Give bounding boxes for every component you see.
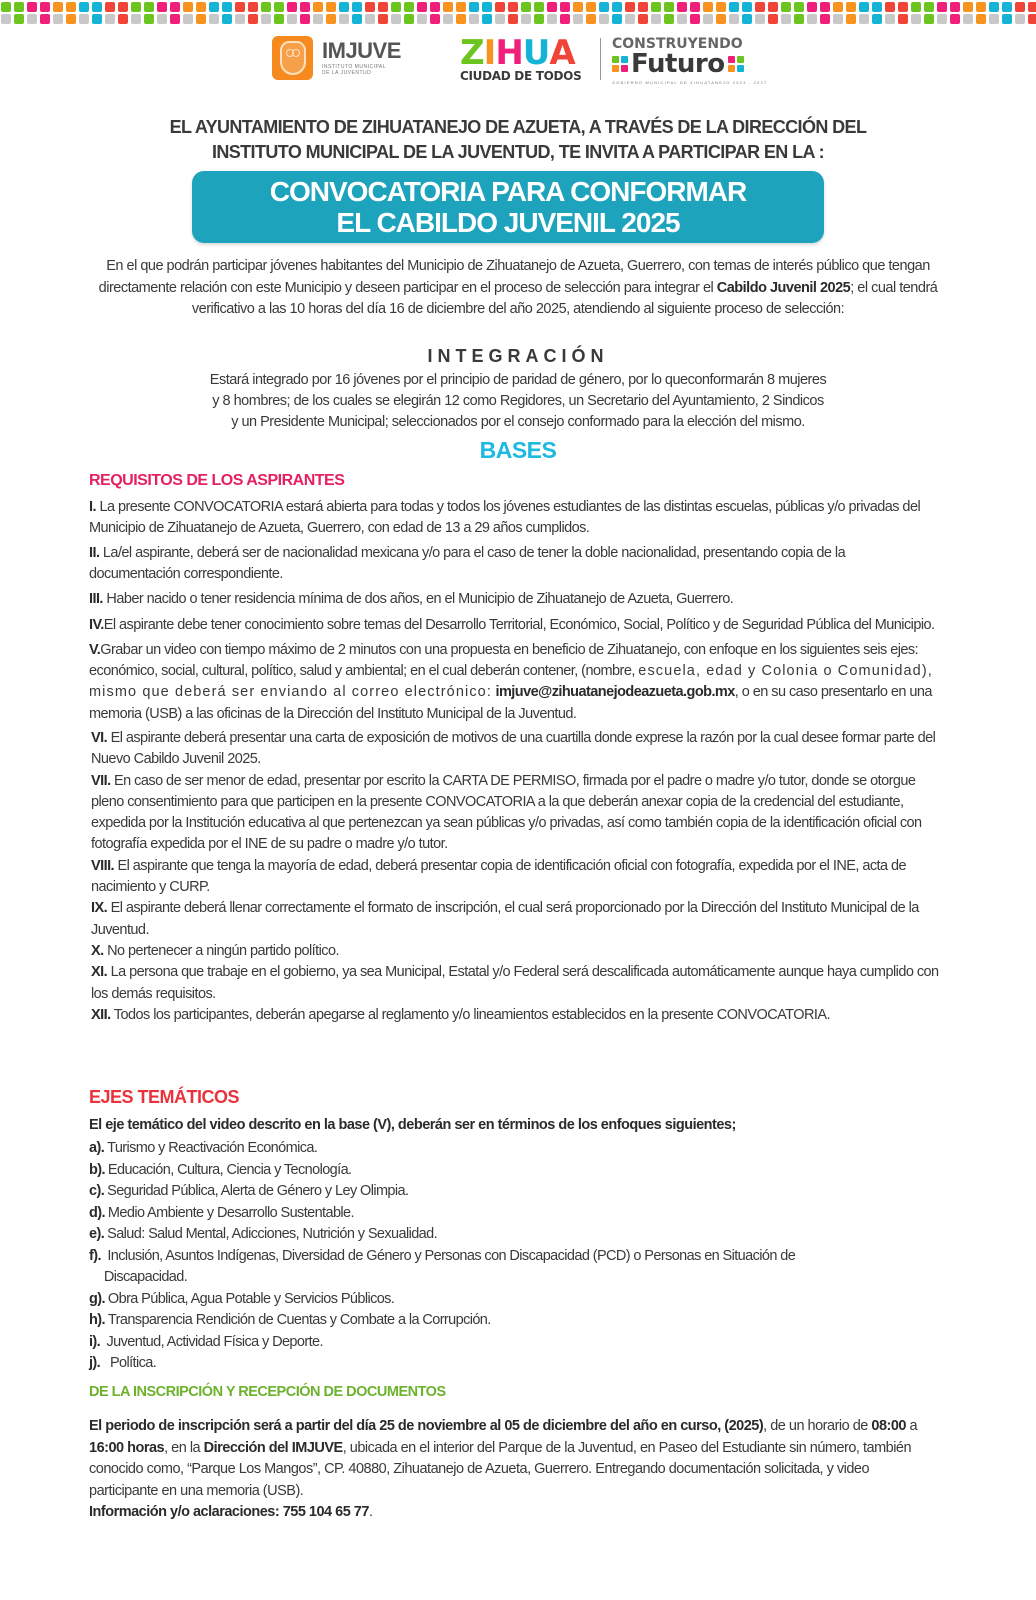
requisito-number: II. (89, 544, 100, 561)
inscripcion-title: DE LA INSCRIPCIÓN Y RECEPCIÓN DE DOCUMENTOS (89, 1384, 446, 1400)
strip-square (508, 14, 518, 24)
strip-square (391, 2, 401, 12)
eje-text: Educación, Cultura, Ciencia y Tecnología. (107, 1161, 352, 1178)
strip-square (976, 14, 986, 24)
inscripcion-end-time: 16:00 horas (89, 1439, 165, 1456)
strip-square (287, 14, 297, 24)
heading-line-1: EL AYUNTAMIENTO DE ZIHUATANEJO DE AZUETA, A TRAVÉS DE LA DIRECCIÓN DEL (169, 117, 867, 137)
imjuve-emblem-icon (272, 36, 313, 80)
strip-square (950, 2, 960, 12)
strip-square (573, 14, 583, 24)
strip-square (599, 14, 609, 24)
strip-square (560, 14, 570, 24)
strip-square (651, 2, 661, 12)
eje-text: Turismo y Reactivación Económica. (107, 1140, 318, 1156)
strip-square (885, 14, 895, 24)
strip-square (313, 2, 323, 12)
intro-text: En el que podrán participar jóvenes habitantes del Municipio de Zihuatanejo de Azueta, Guerrero, con temas de interés público que tengan directamente relación con este Municipio y deseen participar en el proceso de selección para integrar el (98, 258, 930, 296)
strip-square (1028, 2, 1036, 12)
government-subtitle: GOBIERNO MUNICIPAL DE ZIHUATANEJO 2024 - 2027 (612, 80, 768, 85)
requisito-item (89, 589, 939, 610)
strip-square (443, 14, 453, 24)
eje-letter: a). (89, 1140, 105, 1156)
strip-square (274, 2, 284, 12)
requisito-item (89, 898, 939, 941)
strip-square (612, 14, 622, 24)
requisito-item (89, 543, 939, 586)
inscripcion-period: El periodo de inscripción será a partir del día 25 de noviembre al 05 de diciembre del año en curso, (2025) (89, 1418, 764, 1434)
eje-item (89, 1310, 849, 1332)
strip-square (248, 2, 258, 12)
eje-item (89, 1203, 849, 1225)
eje-text: Transparencia Rendición de Cuentas y Combate a la Corrupción. (107, 1312, 491, 1328)
zihua-letter: H (495, 33, 523, 73)
requisito-number: XII. (91, 1006, 111, 1023)
strip-square (586, 14, 596, 24)
strip-square (755, 2, 765, 12)
logos-bar (0, 33, 1036, 86)
requisito-number: IX. (91, 900, 108, 917)
contact-end: . (368, 1504, 373, 1520)
strip-square (690, 2, 700, 12)
strip-square (53, 2, 63, 12)
requisitos-list (89, 497, 939, 1026)
strip-row-top (0, 2, 1036, 12)
strip-square (950, 14, 960, 24)
strip-square (339, 2, 349, 12)
eje-item (89, 1181, 849, 1203)
requisito-item (89, 941, 939, 962)
strip-square (807, 2, 817, 12)
strip-square (1015, 14, 1025, 24)
requisito-number: VIII. (91, 857, 115, 874)
eje-item (89, 1224, 849, 1246)
requisito-number: III. (89, 591, 103, 608)
strip-square (469, 14, 479, 24)
integracion-line: y un Presidente Municipal; seleccionados por el consejo conformado para la elección del mismo. (231, 414, 805, 430)
strip-square (1, 14, 11, 24)
heading-line-2: INSTITUTO MUNICIPAL DE LA JUVENTUD, TE INVITA A PARTICIPAR EN LA : (211, 142, 825, 162)
strip-square (495, 14, 505, 24)
requisito-text-end: , o en su caso presentarlo en una memoria (USB) a las oficinas de la Dirección del Instituto Municipal de la Juventud. (89, 684, 932, 722)
requisito-text: Todos los participantes, deberán apegarse al reglamento y/o lineamientos establecidos en la presente CONVOCATORIA. (110, 1006, 830, 1023)
strip-square (703, 14, 713, 24)
intro-text-end: ; el cual tendrá verificativo a las 10 horas del día 16 de diciembre del año 2025, atendiendo al siguiente proceso de selección: (191, 279, 938, 317)
strip-square (937, 2, 947, 12)
strip-square (989, 14, 999, 24)
bases-title: BASES (479, 437, 557, 463)
imjuve-subtitle-line2: DE LA JUVENTUD (322, 70, 372, 76)
requisito-item (89, 728, 939, 771)
strip-square (963, 14, 973, 24)
strip-square (79, 14, 89, 24)
strip-square (729, 2, 739, 12)
strip-square (781, 2, 791, 12)
strip-square (53, 14, 63, 24)
strip-square (716, 14, 726, 24)
strip-square (261, 14, 271, 24)
strip-square (482, 2, 492, 12)
contact-email-link[interactable]: imjuve@zihuatanejodeazueta.gob.mx (495, 684, 735, 701)
strip-square (326, 2, 336, 12)
strip-square (105, 14, 115, 24)
imjuve-logo-subtitle (322, 64, 402, 76)
strip-square (612, 2, 622, 12)
requisito-item (89, 615, 939, 636)
requisito-text: Grabar un video con tiempo máximo de 2 minutos con una propuesta en beneficio de Zihuatanejo, con enfoque en los siguientes seis ejes: económico, social, cultural, político, salud y ambiental; en el cual deberán contener, (nombre, (89, 641, 919, 680)
strip-square (222, 14, 232, 24)
eje-item (89, 1246, 849, 1289)
strip-square (157, 2, 167, 12)
inscripcion-text: , ubicada en el interior del Parque de la Juventud, en Paseo del Estudiante sin número, también conocido como, “Parque Los Mangos”, CP. 40880, Zihuatanejo de Azueta, Guerrero. Entregando documentación solicitada, y video participante en una memoria (USB). (89, 1439, 912, 1499)
requisito-item (89, 640, 939, 725)
strip-square (92, 2, 102, 12)
strip-square (846, 14, 856, 24)
strip-square (599, 2, 609, 12)
strip-square (716, 2, 726, 12)
strip-square (924, 2, 934, 12)
requisito-text: El aspirante deberá llenar correctamente el formato de inscripción, el cual será proporcionado por la Dirección del Instituto Municipal de la Juventud. (91, 900, 919, 938)
eje-text: Seguridad Pública, Alerta de Género y Ley Olimpia. (107, 1183, 409, 1199)
convocatoria-banner (192, 171, 824, 243)
zihua-logo (460, 33, 575, 73)
strip-square (261, 2, 271, 12)
strip-square (300, 2, 310, 12)
eje-letter: g). (89, 1290, 105, 1307)
strip-square (144, 2, 154, 12)
strip-square (976, 2, 986, 12)
strip-square (794, 2, 804, 12)
integracion-line: Estará integrado por 16 jóvenes por el principio de paridad de género, por lo queconformarán 8 mujeres (209, 372, 827, 388)
eje-text: Obra Pública, Agua Potable y Servicios Públicos. (107, 1290, 395, 1307)
inscripcion-paragraph (89, 1416, 939, 1524)
requisito-text: La presente CONVOCATORIA estará abierta para todas y todos los jóvenes estudiantes de las distintas escuelas, públicas y/o privadas del Municipio de Zihuatanejo de Azueta, Guerrero, con edad de 13 a 29 años cumplidos. (89, 499, 921, 537)
requisito-text: No pertenecer a ningún partido político. (103, 942, 340, 959)
strip-square (40, 2, 50, 12)
color-blocks-icon (728, 56, 744, 72)
integracion-line: y 8 hombres; de los cuales se elegirán 12 como Regidores, un Secretario del Ayuntamiento, 2 Sindicos (212, 393, 824, 409)
strip-square (521, 14, 531, 24)
strip-square (170, 14, 180, 24)
zihua-letter: I (483, 33, 496, 73)
strip-square (404, 14, 414, 24)
strip-square (742, 2, 752, 12)
strip-square (378, 2, 388, 12)
color-blocks-icon (612, 56, 628, 72)
strip-square (391, 14, 401, 24)
eje-item (89, 1289, 849, 1311)
strip-square (27, 2, 37, 12)
strip-square (859, 14, 869, 24)
strip-square (404, 2, 414, 12)
strip-square (729, 14, 739, 24)
strip-square (235, 14, 245, 24)
strip-square (14, 2, 24, 12)
strip-square (196, 14, 206, 24)
zihua-letter: A (549, 33, 575, 73)
decorative-header-strip (0, 0, 1036, 26)
strip-square (456, 14, 466, 24)
strip-square (131, 14, 141, 24)
strip-square (625, 14, 635, 24)
strip-square (963, 2, 973, 12)
strip-square (1028, 14, 1036, 24)
banner-line-1: CONVOCATORIA PARA CONFORMAR (269, 176, 747, 207)
eje-letter: f). (89, 1247, 101, 1264)
strip-square (924, 14, 934, 24)
construyendo-label: CONSTRUYENDO (612, 36, 743, 52)
strip-square (534, 2, 544, 12)
strip-square (495, 2, 505, 12)
strip-square (742, 14, 752, 24)
requisito-text: En caso de ser menor de edad, presentar por escrito la CARTA DE PERMISO, firmada por el padre o madre y/o tutor, donde se otorgue pleno consentimiento para que participen en la presente CONVOCATORIA a la que deberán anexar copia de la credencial del estudiante, expedida por la Institución educativa al que pertenezcan ya sean públicas y/o privadas, así como también copia de la identificación oficial con fotografía expedida por el INE de su padre o madre y/o tutor. (91, 772, 922, 853)
strip-square (677, 14, 687, 24)
strip-square (118, 2, 128, 12)
strip-square (183, 14, 193, 24)
requisito-text: El aspirante deberá presentar una carta de exposición de motivos de una cuartilla donde exprese la razón por la cual desee formar parte del Nuevo Cabildo Juvenil 2025. (91, 729, 936, 768)
requisito-number: X. (91, 942, 104, 959)
strip-square (196, 2, 206, 12)
inscripcion-text: , de un horario de (763, 1418, 872, 1434)
zihua-letter: U (522, 33, 550, 73)
strip-square (781, 14, 791, 24)
eje-letter: c). (89, 1183, 105, 1199)
strip-square (560, 2, 570, 12)
requisito-number: V. (89, 641, 101, 658)
intro-bold: Cabildo Juvenil 2025 (716, 279, 851, 296)
strip-square (430, 2, 440, 12)
strip-square (768, 14, 778, 24)
strip-square (703, 2, 713, 12)
requisito-text-spaced: escuela, edad y Colonia o Comunidad), mismo que deberá ser enviando al correo electrónico: (89, 663, 933, 701)
strip-square (469, 2, 479, 12)
strip-square (339, 14, 349, 24)
strip-square (157, 14, 167, 24)
strip-square (521, 2, 531, 12)
strip-square (456, 2, 466, 12)
eje-item (89, 1353, 849, 1375)
requisito-item (89, 497, 939, 540)
strip-square (40, 14, 50, 24)
strip-square (638, 14, 648, 24)
eje-letter: e). (89, 1226, 105, 1242)
requisito-text: El aspirante debe tener conocimiento sobre temas del Desarrollo Territorial, Económico, Social, Político y de Seguridad Pública del Municipio. (103, 617, 935, 634)
strip-square (573, 2, 583, 12)
strip-square (14, 14, 24, 24)
strip-square (508, 2, 518, 12)
imjuve-logo-name: IMJUVE (322, 38, 401, 63)
strip-square (911, 2, 921, 12)
ejes-title: EJES TEMÁTICOS (89, 1087, 240, 1107)
strip-square (209, 2, 219, 12)
strip-square (820, 2, 830, 12)
eje-letter: i). (89, 1333, 101, 1350)
logo-divider (600, 38, 601, 80)
strip-square (92, 14, 102, 24)
strip-square (807, 14, 817, 24)
strip-square (1002, 14, 1012, 24)
ejes-list (89, 1138, 849, 1375)
banner-line-2: EL CABILDO JUVENIL 2025 (336, 207, 680, 238)
strip-square (898, 14, 908, 24)
strip-square (846, 2, 856, 12)
strip-square (430, 14, 440, 24)
strip-square (547, 2, 557, 12)
strip-square (365, 2, 375, 12)
strip-square (66, 2, 76, 12)
eje-item (89, 1160, 849, 1182)
strip-square (820, 14, 830, 24)
zihua-logo-subtitle: CIUDAD DE TODOS (460, 69, 582, 83)
strip-square (872, 14, 882, 24)
inscripcion-start-time: 08:00 (871, 1418, 906, 1434)
requisito-item (89, 1005, 939, 1026)
eje-letter: b). (89, 1161, 105, 1178)
requisito-number: VII. (91, 772, 111, 789)
strip-square (105, 2, 115, 12)
eje-text: Política. (103, 1355, 157, 1371)
inscripcion-text: , en la (164, 1439, 204, 1456)
strip-square (482, 14, 492, 24)
strip-square (898, 2, 908, 12)
strip-square (833, 2, 843, 12)
strip-square (209, 14, 219, 24)
strip-square (755, 14, 765, 24)
strip-square (170, 2, 180, 12)
strip-square (586, 2, 596, 12)
ejes-lead: El eje temático del video descrito en la base (V), deberán ser en términos de los enfoques siguientes; (89, 1117, 736, 1133)
requisitos-title: REQUISITOS DE LOS ASPIRANTES (89, 472, 345, 489)
integracion-text (110, 370, 926, 433)
requisito-number: VI. (91, 729, 108, 746)
requisito-text: Haber nacido o tener residencia mínima de dos años, en el Municipio de Zihuatanejo de Azueta, Guerrero. (102, 591, 734, 608)
eje-text: Juventud, Actividad Física y Deporte. (103, 1333, 323, 1350)
requisito-text: La persona que trabaje en el gobierno, ya sea Municipal, Estatal y/o Federal será descalificada automáticamente aunque haya cumplido con los demás requisitos. (91, 964, 939, 1002)
inscripcion-place: Dirección del IMJUVE (203, 1439, 343, 1456)
contact-phone: Información y/o aclaraciones: 755 104 65 77 (89, 1504, 369, 1520)
strip-square (417, 14, 427, 24)
futuro-logo (612, 50, 744, 78)
eje-letter: j). (89, 1355, 101, 1371)
strip-square (144, 14, 154, 24)
strip-square (248, 14, 258, 24)
strip-square (885, 2, 895, 12)
strip-square (443, 2, 453, 12)
strip-square (651, 14, 661, 24)
strip-square (300, 14, 310, 24)
strip-square (79, 2, 89, 12)
strip-square (872, 2, 882, 12)
strip-square (638, 2, 648, 12)
strip-square (664, 2, 674, 12)
strip-square (378, 14, 388, 24)
requisito-item (89, 856, 939, 899)
eje-letter: d). (89, 1204, 105, 1221)
eje-item (89, 1138, 849, 1160)
strip-square (118, 14, 128, 24)
strip-square (690, 14, 700, 24)
strip-row-bottom (0, 14, 1036, 24)
eje-text: Salud: Salud Mental, Adicciones, Nutrición y Sexualidad. (107, 1226, 438, 1242)
strip-square (365, 14, 375, 24)
futuro-label: Futuro (631, 49, 725, 79)
requisito-number: XI. (91, 964, 108, 981)
strip-square (326, 14, 336, 24)
eje-text: Medio Ambiente y Desarrollo Sustentable. (107, 1204, 354, 1221)
strip-square (352, 2, 362, 12)
requisito-item (89, 962, 939, 1005)
eje-letter: h). (89, 1312, 105, 1328)
strip-square (677, 2, 687, 12)
strip-square (222, 2, 232, 12)
zihua-letter: Z (460, 33, 484, 73)
requisito-number: IV. (89, 617, 104, 634)
requisito-text: El aspirante que tenga la mayoría de edad, deberá presentar copia de identificación oficial con fotografía, expedida por el INE, acta de nacimiento y CURP. (91, 857, 907, 896)
strip-square (235, 2, 245, 12)
strip-square (664, 14, 674, 24)
strip-square (534, 14, 544, 24)
strip-square (27, 14, 37, 24)
eje-item (89, 1332, 849, 1354)
strip-square (794, 14, 804, 24)
strip-square (274, 14, 284, 24)
strip-square (131, 2, 141, 12)
strip-square (859, 2, 869, 12)
integracion-title: INTEGRACIÓN (427, 346, 609, 366)
requisito-text: La/el aspirante, deberá ser de nacionalidad mexicana y/o para el caso de tener la doble nacionalidad, presentando copia de la documentación correspondiente. (89, 544, 846, 582)
strip-square (768, 2, 778, 12)
strip-square (1, 2, 11, 12)
strip-square (625, 2, 635, 12)
strip-square (417, 2, 427, 12)
strip-square (1015, 2, 1025, 12)
requisito-number: I. (89, 499, 96, 515)
intro-paragraph (90, 256, 946, 321)
strip-square (833, 14, 843, 24)
strip-square (66, 14, 76, 24)
requisito-item (89, 771, 939, 856)
eje-text: Inclusión, Asuntos Indígenas, Diversidad de Género y Personas con Discapacidad (PCD) o Personas en Situación de Discapacidad. (103, 1247, 799, 1285)
inscripcion-text: a (905, 1418, 918, 1434)
strip-square (989, 2, 999, 12)
strip-square (183, 2, 193, 12)
imjuve-subtitle-line1: INSTITUTO MUNICIPAL (322, 64, 387, 70)
strip-square (1002, 2, 1012, 12)
strip-square (287, 2, 297, 12)
strip-square (937, 14, 947, 24)
strip-square (547, 14, 557, 24)
strip-square (911, 14, 921, 24)
strip-square (352, 14, 362, 24)
strip-square (313, 14, 323, 24)
